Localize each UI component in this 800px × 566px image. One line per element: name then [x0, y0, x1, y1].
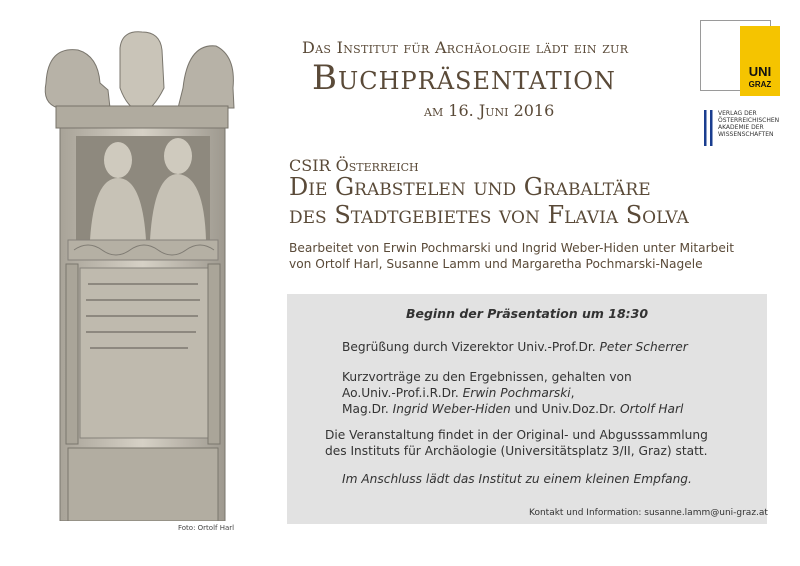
oeaw-line-3: AKADEMIE DER [718, 124, 764, 131]
oeaw-bars-icon [704, 110, 716, 150]
book-series: CSIR Österreich [289, 156, 419, 175]
oeaw-line-1: VERLAG DER [718, 110, 757, 117]
talk3-speaker: Ortolf Harl [619, 402, 684, 416]
photo-credit: Foto: Ortolf Harl [178, 524, 235, 532]
book-title-line-2: des Stadtgebietes von Flavia Solva [289, 201, 689, 229]
event-title: Buchpräsentation [312, 58, 616, 98]
welcome-prefix: Begrüßung durch Vizerektor Univ.-Prof.Dr. [342, 340, 600, 354]
uni-logo-text-bottom: GRAZ [748, 80, 772, 89]
uni-graz-logo [700, 20, 786, 100]
talk-speakers-2 [342, 401, 683, 417]
program-box [287, 294, 767, 524]
editors-line-1: Bearbeitet von Erwin Pochmarski und Ingrid Weber-Hiden unter Mitarbeit [289, 241, 735, 255]
oeaw-line-2: ÖSTERREICHISCHEN [718, 117, 780, 124]
reception-note [342, 471, 692, 487]
oeaw-line-4: WISSENSCHAFTEN [718, 131, 774, 138]
talk1-speaker: Erwin Pochmarski [462, 386, 571, 400]
talk2-prefix: Mag.Dr. [342, 402, 393, 416]
welcome-speaker: Peter Scherrer [599, 340, 688, 354]
oeaw-publisher-logo [704, 110, 794, 150]
editors-line-2: von Ortolf Harl, Susanne Lamm und Margaretha Pochmarski-Nagele [289, 257, 703, 271]
talk1-prefix: Ao.Univ.-Prof.i.R.Dr. [342, 386, 463, 400]
book-title-line-1: Die Grabstelen und Grabaltäre [289, 173, 651, 201]
uni-logo-text-top: UNI [748, 64, 772, 79]
welcome-line [342, 339, 688, 355]
talk-speaker-1 [342, 385, 575, 401]
book-editors [289, 240, 734, 272]
invitation-line: Das Institut für Archäologie lädt ein zur [302, 38, 629, 57]
talk1-suffix: , [570, 386, 575, 400]
venue-line-2: des Instituts für Archäologie (Universitätsplatz 3/II, Graz) statt. [325, 444, 708, 458]
talk2-mid: und Univ.Doz.Dr. [510, 402, 620, 416]
reception-text: Im Anschluss lädt das Institut zu einem kleinen Empfang. [342, 472, 692, 486]
talks-intro: Kurzvorträge zu den Ergebnissen, gehalten von [342, 370, 632, 384]
event-date: am 16. Juni 2016 [424, 101, 555, 120]
contact-info: Kontakt und Information: susanne.lamm@uni-graz.at [529, 508, 768, 518]
venue-line-1: Die Veranstaltung findet in der Original- und Abgusssammlung [325, 428, 708, 442]
start-time: Beginn der Präsentation um 18:30 [405, 306, 649, 321]
grave-stele-photo [38, 28, 243, 521]
talk2-speaker: Ingrid Weber-Hiden [392, 402, 511, 416]
